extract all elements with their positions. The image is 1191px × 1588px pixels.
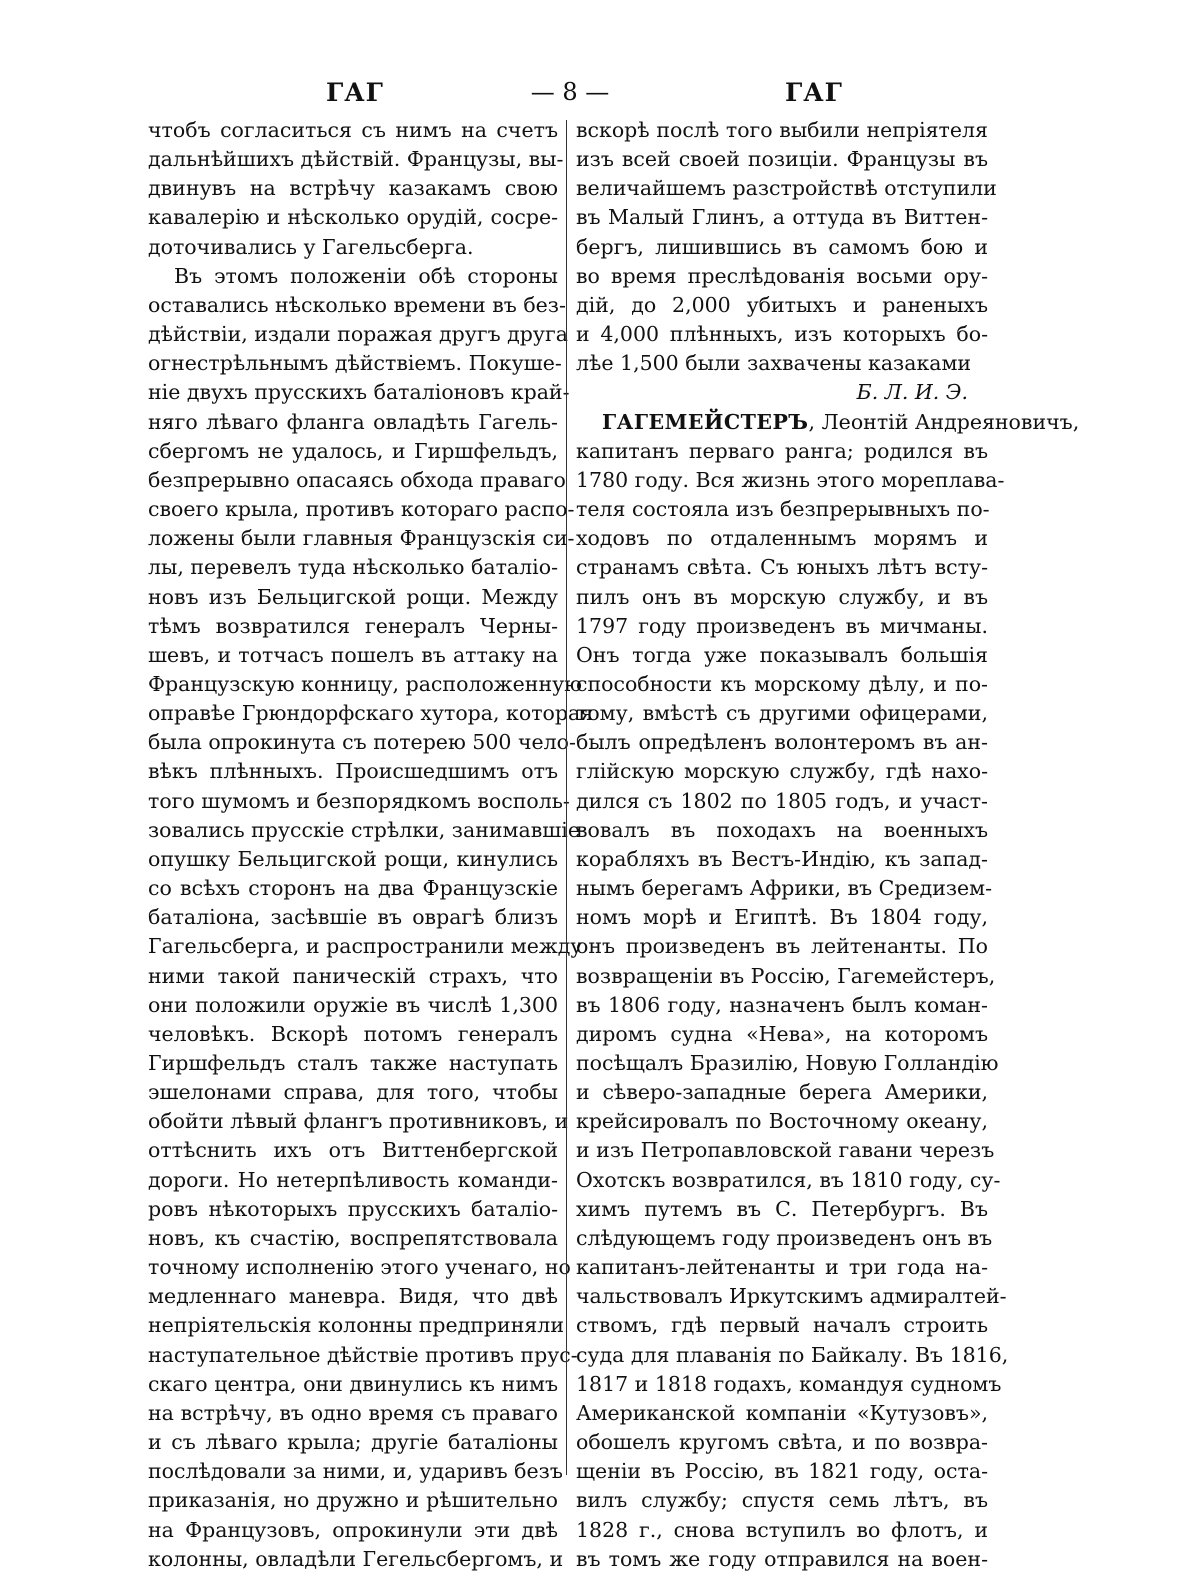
text-line: дороги. Но нетерпѣливость команди-: [148, 1167, 558, 1192]
text-line: чальствовалъ Иркутскимъ адмиралтей-: [576, 1284, 1007, 1309]
text-line: они положили оружіе въ числѣ 1,300: [148, 992, 558, 1017]
text-line: опушку Бельцигской рощи, кинулись: [148, 846, 558, 871]
text-line: способности къ морскому дѣлу, и по-: [576, 671, 988, 696]
text-line: Въ этомъ положеніи обѣ стороны: [174, 263, 558, 288]
right-text-column: [576, 116, 1080, 1574]
text-line: и сѣверо-западные берега Америки,: [576, 1080, 988, 1105]
text-line: химъ путемъ въ С. Петербургъ. Въ: [576, 1196, 988, 1221]
text-line: суда для плаванія по Байкалу. Въ 1816,: [576, 1342, 1009, 1367]
text-line: 1780 году. Вся жизнь этого мореплава-: [576, 467, 1005, 492]
text-line: на встрѣчу, въ одно время съ праваго: [148, 1400, 558, 1425]
text-line: вовалъ въ походахъ на военныхъ: [576, 817, 988, 842]
text-line: непріятельскія колонны предприняли: [148, 1313, 564, 1338]
text-line: 1828 г., снова вступилъ во флотъ, и: [576, 1517, 988, 1542]
text-line: огнестрѣльнымъ дѣйствіемъ. Покуше-: [148, 351, 562, 376]
text-line: того шумомъ и безпорядкомъ восполь-: [148, 788, 570, 813]
text-line: ствомъ, гдѣ первый началъ строить: [576, 1313, 988, 1338]
text-line: чтобъ согласиться съ нимъ на счетъ: [148, 118, 558, 142]
text-line: со всѣхъ сторонъ на два Французскіе: [148, 876, 558, 901]
text-line: капитанъ-лейтенанты и три года на-: [576, 1255, 988, 1280]
text-line: ложены были главныя Французскія си-: [148, 526, 575, 551]
text-line: Французскую конницу, расположенную: [148, 671, 583, 696]
text-line: оттѣснить ихъ отъ Виттенбергской: [148, 1138, 558, 1163]
page-number: — 8 —: [530, 78, 610, 106]
text-line: Охотскъ возвратился, въ 1810 году, су-: [576, 1167, 1001, 1192]
text-line: новъ изъ Бельцигской рощи. Между: [148, 584, 558, 609]
text-line: дальнѣйшихъ дѣйствій. Французы, вы-: [148, 147, 564, 172]
text-line: диромъ судна «Нева», на которомъ: [576, 1021, 988, 1046]
text-line: колонны, овладѣли Гегельсбергомъ, и: [148, 1546, 564, 1571]
text-line: доточивались у Гагельсберга.: [148, 234, 474, 259]
text-line: глійскую морскую службу, гдѣ нахо-: [576, 759, 988, 784]
text-line: и изъ Петропавловской гавани черезъ: [576, 1138, 995, 1163]
text-line: изъ всей своей позиціи. Французы въ: [576, 147, 988, 172]
text-line: послѣдовали за ними, и, ударивъ безъ: [148, 1459, 563, 1484]
text-line: теля состояла изъ безпрерывныхъ по-: [576, 497, 990, 522]
text-line: [576, 408, 1080, 437]
text-line: скаго центра, они двинулись къ нимъ: [148, 1371, 558, 1396]
text-line: крейсировалъ по Восточному океану,: [576, 1109, 988, 1134]
text-line: вилъ службу; спустя семь лѣтъ, въ: [576, 1488, 988, 1513]
text-line: въ Малый Глинъ, а оттуда въ Виттен-: [576, 205, 988, 230]
text-line: онъ произведенъ въ лейтенанты. По: [576, 934, 988, 959]
text-line: возвращеніи въ Россію, Гагемейстеръ,: [576, 963, 996, 988]
text-line: Американской компаніи «Кутузовъ»,: [576, 1400, 988, 1425]
text-line: дій, до 2,000 убитыхъ и раненыхъ: [576, 292, 988, 317]
text-line: двинувъ на встрѣчу казакамъ свою: [148, 176, 558, 201]
running-head-right: ГАГ: [785, 78, 843, 107]
text-line: обойти лѣвый флангъ противниковъ, и: [148, 1109, 569, 1134]
text-line: и съ лѣваго крыла; другіе баталіоны: [148, 1430, 558, 1455]
page-header: [0, 78, 1191, 108]
text-line: безпрерывно опасаясь обхода праваго: [148, 467, 566, 492]
author-signature: Б. Л. И. Э.: [856, 380, 968, 405]
text-line: величайшемъ разстройствѣ отступили: [576, 176, 997, 201]
text-line: тѣмъ возвратился генералъ Черны-: [148, 613, 558, 638]
column-divider: [566, 120, 567, 1475]
text-line: во время преслѣдованія восьми ору-: [576, 263, 988, 288]
text-line: эшелонами справа, для того, чтобы: [148, 1080, 558, 1105]
text-line: ними такой паническій страхъ, что: [148, 963, 558, 988]
text-line: дѣйствіи, издали поражая другъ друга: [148, 322, 568, 347]
text-line: кавалерію и нѣсколько орудій, сосре-: [148, 205, 558, 230]
text-line: корабляхъ въ Вестъ-Индію, къ запад-: [576, 846, 988, 871]
text-line: оставались нѣсколько времени въ без-: [148, 292, 566, 317]
text-line: медленнаго маневра. Видя, что двѣ: [148, 1284, 558, 1309]
text-line: на Французовъ, опрокинули эти двѣ: [148, 1517, 558, 1542]
text-line: былъ опредѣленъ волонтеромъ въ ан-: [576, 730, 988, 755]
text-line: тому, вмѣстѣ съ другими офицерами,: [576, 701, 988, 726]
text-line: сбергомъ не удалось, и Гиршфельдъ,: [148, 438, 558, 463]
text-line: бергъ, лишившись въ самомъ бою и: [576, 234, 988, 259]
text-line: обошелъ кругомъ свѣта, и по возвра-: [576, 1430, 988, 1455]
text-line: лы, перевелъ туда нѣсколько баталіо-: [148, 555, 558, 580]
text-line: оправѣе Грюндорфскаго хутора, которая: [148, 701, 594, 726]
text-line: пилъ онъ въ морскую службу, и въ: [576, 584, 988, 609]
text-line: шевъ, и тотчасъ пошелъ въ аттаку на: [148, 642, 558, 667]
text-line: ровъ нѣкоторыхъ прусскихъ баталіо-: [148, 1196, 558, 1221]
entry-title-rest: , Леонтій Андреяновичъ,: [808, 409, 1080, 434]
text-line: Гагельсберга, и распространили между: [148, 934, 583, 959]
text-line: вскорѣ послѣ того выбили непріятеля: [576, 118, 988, 142]
text-line: новъ, къ счастію, воспрепятствовала: [148, 1225, 558, 1250]
text-line: дился съ 1802 по 1805 годъ, и участ-: [576, 788, 988, 813]
text-line: Онъ тогда уже показывалъ большія: [576, 642, 988, 667]
text-line: зовались прусскіе стрѣлки, занимавшіе: [148, 817, 580, 842]
text-line: 1797 году произведенъ въ мичманы.: [576, 613, 988, 638]
text-line: странамъ свѣта. Съ юныхъ лѣтъ всту-: [576, 555, 988, 580]
text-line: своего крыла, противъ котораго распо-: [148, 497, 575, 522]
text-line: посѣщалъ Бразилію, Новую Голландію: [576, 1051, 999, 1075]
text-line: капитанъ перваго ранга; родился въ: [576, 438, 988, 463]
text-line: въ 1806 году, назначенъ былъ коман-: [576, 992, 988, 1017]
text-line: вѣкъ плѣнныхъ. Происшедшимъ отъ: [148, 759, 558, 784]
text-line: въ томъ же году отправился на воен-: [576, 1546, 988, 1571]
text-line: приказанія, но дружно и рѣшительно: [148, 1488, 558, 1513]
text-line: щеніи въ Россію, въ 1821 году, оста-: [576, 1459, 988, 1484]
text-line: 1817 и 1818 годахъ, командуя судномъ: [576, 1371, 1002, 1396]
text-line: и 4,000 плѣнныхъ, изъ которыхъ бо-: [576, 322, 988, 347]
text-line: ніе двухъ прусскихъ баталіоновъ край-: [148, 380, 570, 405]
text-line: баталіона, засѣвшіе въ оврагѣ близъ: [148, 905, 558, 930]
text-line: была опрокинута съ потерею 500 чело-: [148, 730, 576, 755]
text-line: нымъ берегамъ Африки, въ Средизем-: [576, 876, 993, 901]
entry-title: ГАГЕМЕЙСТЕРЪ: [602, 409, 809, 434]
text-line: лѣе 1,500 были захвачены казаками: [576, 351, 972, 376]
text-line: Гиршфельдъ сталъ также наступать: [148, 1051, 558, 1075]
text-line: наступательное дѣйствіе противъ прус-: [148, 1342, 578, 1367]
running-head-left: ГАГ: [326, 78, 384, 107]
text-line: няго лѣваго фланга овладѣть Гагель-: [148, 409, 558, 434]
text-line: ходовъ по отдаленнымъ морямъ и: [576, 526, 988, 551]
text-line: точному исполненію этого ученаго, но: [148, 1255, 571, 1280]
text-line: номъ морѣ и Египтѣ. Въ 1804 году,: [576, 905, 988, 930]
text-line: человѣкъ. Вскорѣ потомъ генералъ: [148, 1021, 558, 1046]
text-line: слѣдующемъ году произведенъ онъ въ: [576, 1225, 993, 1250]
left-text-column: [148, 116, 594, 1574]
